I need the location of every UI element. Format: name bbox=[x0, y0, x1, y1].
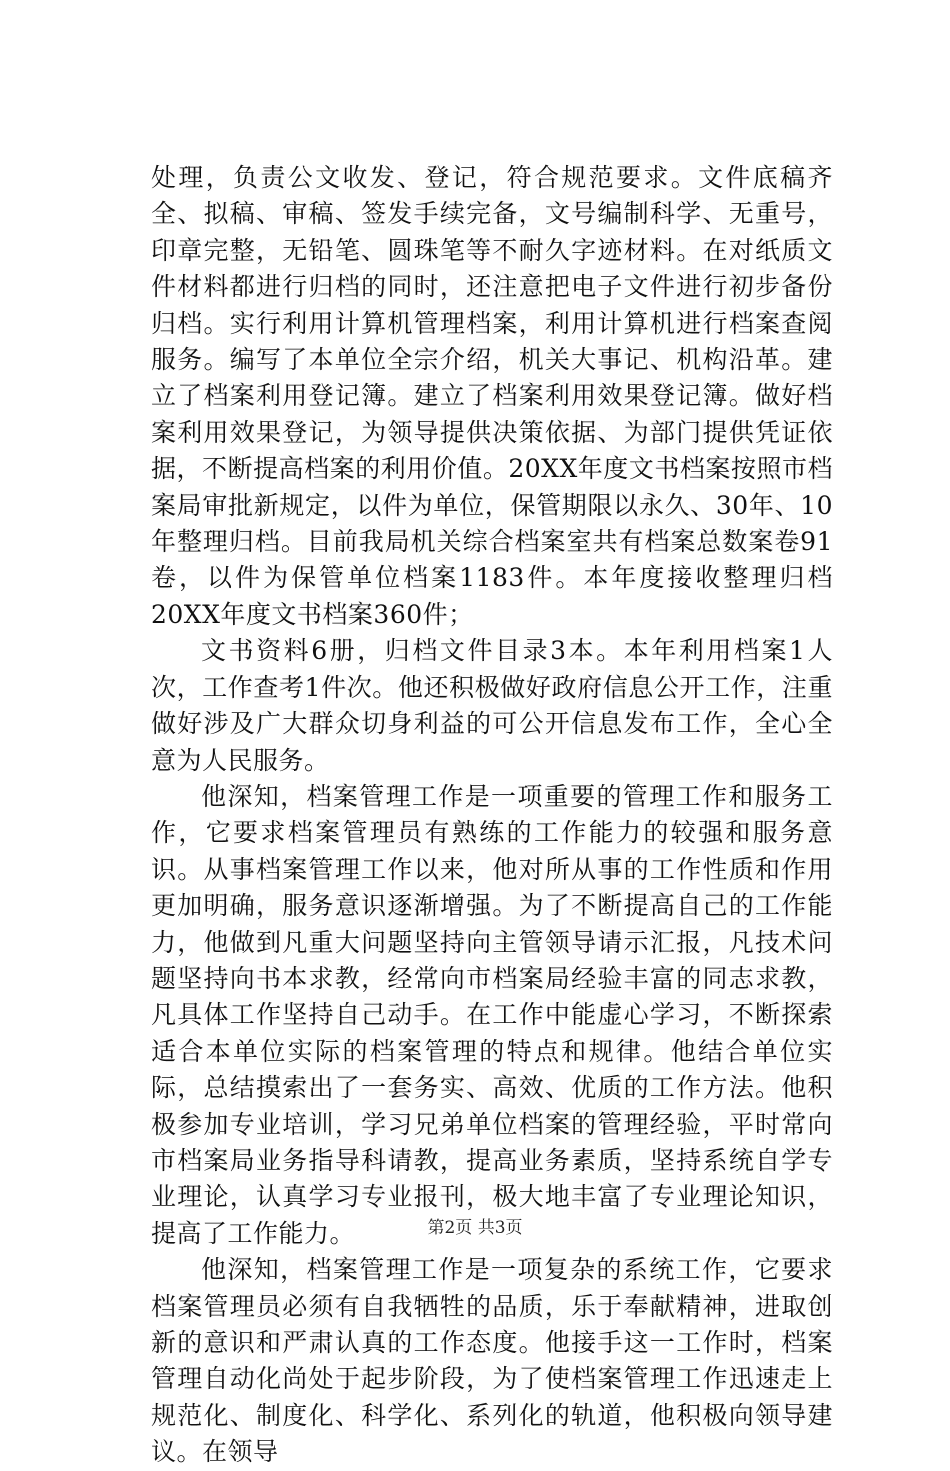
paragraph-4: 他深知，档案管理工作是一项复杂的系统工作，它要求档案管理员必须有自我牺牲的品质，乐于奉献精神，进取创新的意识和严肃认真的工作态度。他接手这一工作时，档案管理自动化尚处于起步阶段，为了使档案管理工作迅速走上规范化、制度化、科学化、系列化的轨道，他积极向领导建议。在领导 bbox=[151, 1255, 833, 1467]
page-number-footer: 第2页 共3页 bbox=[427, 1218, 523, 1238]
paragraph-3: 他深知，档案管理工作是一项重要的管理工作和服务工作，它要求档案管理员有熟练的工作能力的较强和服务意识。从事档案管理工作以来，他对所从事的工作性质和作用更加明确，服务意识逐渐增强。为了不断提高自己的工作能力，他做到凡重大问题坚持向主管领导请示汇报，凡技术问题坚持向书本求教，经常向市档案局经验丰富的同志求教，凡具体工作坚持自己动手。在工作中能虚心学习，不断探索适合本单位实际的档案管理的特点和规律。他结合单位实际，总结摸索出了一套务实、高效、优质的工作方法。他积极参加专业培训，学习兄弟单位档案的管理经验，平时常向市档案局业务指导科请教，提高业务素质，坚持系统自学专业理论，认真学习专业报刊，极大地丰富了专业理论知识，提高了工作能力。 bbox=[151, 781, 833, 1248]
paragraph-2: 文书资料6册，归档文件目录3本。本年利用档案1人次，工作查考1件次。他还积极做好政府信息公开工作，注重做好涉及广大群众切身利益的可公开信息发布工作，全心全意为人民服务。 bbox=[151, 636, 833, 775]
paragraph-1: 处理，负责公文收发、登记，符合规范要求。文件底稿齐全、拟稿、审稿、签发手续完备，文号编制科学、无重号，印章完整，无铅笔、圆珠笔等不耐久字迹材料。在对纸质文件材料都进行归档的同时，还注意把电子文件进行初步备份归档。实行利用计算机管理档案，利用计算机进行档案查阅服务。编写了本单位全宗介绍，机关大事记、机构沿革。建立了档案利用登记簿。建立了档案利用效果登记簿。做好档案利用效果登记，为领导提供决策依据、为部门提供凭证依据，不断提高档案的利用价值。20XX年度文书档案按照市档案局审批新规定，以件为单位，保管期限以永久、30年、10年整理归档。目前我局机关综合档案室共有档案总数案卷91卷，以件为保管单位档案1183件。本年度接收整理归档20XX年度文书档案360件； bbox=[151, 163, 833, 629]
document-body bbox=[151, 160, 833, 1471]
